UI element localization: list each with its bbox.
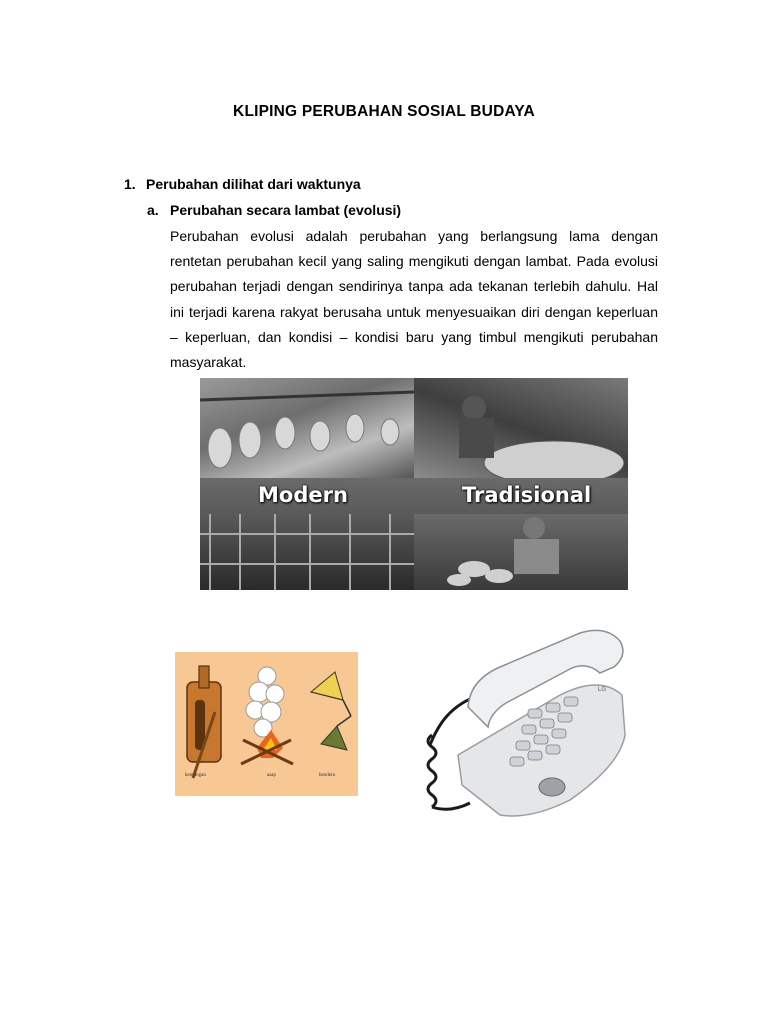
flags-caption: bendera — [319, 773, 335, 778]
poultry-factory-image — [200, 378, 414, 478]
subsection-a-heading — [147, 202, 401, 218]
kentongan-caption: kentongan — [185, 773, 206, 778]
phone-brand: LG — [598, 687, 607, 693]
traditional-label: Tradisional — [462, 483, 592, 507]
section-1-heading — [124, 176, 361, 192]
telephone-image — [410, 625, 630, 820]
page-title: KLIPING PERUBAHAN SOSIAL BUDAYA — [233, 103, 535, 120]
hanging-chickens-image — [200, 378, 414, 478]
traditional-communication-illustration — [175, 652, 358, 796]
smoke-caption: asap — [267, 773, 276, 778]
section-1-number: 1. — [124, 176, 136, 192]
flags-drawing — [311, 672, 351, 750]
traditional-plucking-image — [414, 514, 628, 590]
modern-traditional-photo — [200, 378, 628, 590]
traditional-worker-image — [414, 378, 628, 478]
subsection-a-heading-text: Perubahan secara lambat (evolusi) — [170, 202, 402, 218]
kentongan-drawing — [187, 666, 221, 778]
smoke-signal-drawing — [241, 667, 293, 764]
evolution-paragraph: Perubahan evolusi adalah perubahan yang berlangsung lama dengan rentetan perubahan kecil yang saling mengikuti dengan lambat. Pada evolusi perubahan terjadi dengan sendirinya tanpa ada tekanan terlebih dahulu. Hal ini terjadi karena rakyat berusaha untuk menyesuaikan diri dengan keperluan – keperluan, dan kondisi – kondisi baru yang timbul mengikuti perubahan masyarakat. — [170, 228, 658, 371]
factory-machinery-image — [200, 514, 414, 590]
subsection-a-letter: a. — [147, 202, 159, 218]
section-1-heading-text: Perubahan dilihat dari waktunya — [146, 176, 361, 192]
modern-label: Modern — [258, 483, 348, 507]
